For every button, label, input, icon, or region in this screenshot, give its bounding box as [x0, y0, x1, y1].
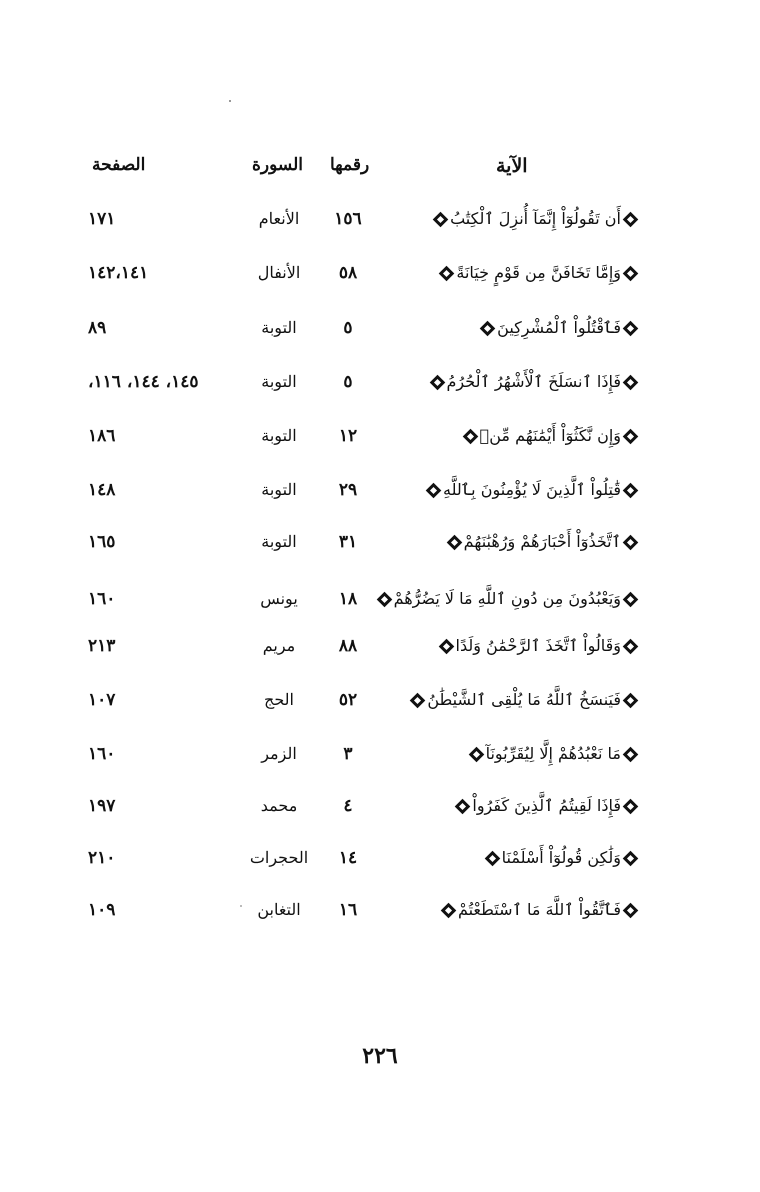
ornament-close-icon — [438, 639, 454, 655]
row-number: ١٨ — [338, 589, 358, 609]
row-page: ١٨٦ — [88, 426, 116, 446]
table-row — [0, 894, 760, 926]
row-page: ٨٩ — [88, 318, 107, 338]
row-verse — [375, 583, 640, 615]
ornament-open-icon — [623, 799, 639, 815]
verse-text: فَيَنسَخُ ٱللَّهُ مَا يُلْقِى ٱلشَّيْطَٰنُ — [427, 690, 621, 709]
table-row — [0, 474, 760, 506]
ornament-open-icon — [623, 851, 639, 867]
ornament-open-icon — [623, 592, 639, 608]
ornament-open-icon — [623, 266, 639, 282]
ornament-close-icon — [426, 483, 442, 499]
verse-text: فَإِذَا ٱنسَلَخَ ٱلْأَشْهُرُ ٱلْحُرُمُ — [446, 372, 621, 391]
ornament-close-icon — [446, 535, 462, 551]
row-verse — [439, 894, 640, 926]
header-number: رقمها — [330, 155, 370, 175]
table-row — [0, 738, 760, 770]
ornament-close-icon — [433, 212, 449, 228]
row-surah: مريم — [262, 636, 296, 655]
row-verse — [408, 684, 640, 716]
ornament-open-icon — [623, 903, 639, 919]
row-page: ١٦٠ — [88, 744, 116, 764]
row-number: ١٤ — [338, 848, 358, 868]
ornament-open-icon — [623, 212, 639, 228]
header-surah: السورة — [252, 155, 303, 175]
row-surah: محمد — [260, 796, 298, 815]
row-page: ١٤٥، ١٤٤، ١١٦، — [88, 372, 199, 392]
row-verse — [453, 790, 640, 822]
row-page: ١٠٩ — [88, 900, 116, 920]
verse-text: فَٱقْتُلُواْ ٱلْمُشْرِكِينَ — [497, 318, 621, 337]
ornament-close-icon — [439, 266, 455, 282]
row-number: ٣١ — [338, 532, 358, 552]
row-verse — [437, 630, 641, 662]
row-number: ٢٩ — [338, 480, 358, 500]
row-page: ١٩٧ — [88, 796, 116, 816]
ornament-close-icon — [455, 799, 471, 815]
ornament-open-icon — [623, 483, 639, 499]
row-verse — [483, 842, 640, 874]
header-page: الصفحة — [92, 155, 146, 175]
verse-text: وَيَعْبُدُونَ مِن دُونِ ٱللَّهِ مَا لَا يَضُرُّهُمْ — [393, 589, 621, 608]
table-row — [0, 420, 760, 452]
ornament-open-icon — [623, 639, 639, 655]
table-row — [0, 842, 760, 874]
row-surah: التوبة — [261, 426, 297, 445]
row-number: ٥ — [343, 318, 353, 338]
table-row — [0, 790, 760, 822]
ornament-open-icon — [623, 693, 639, 709]
verse-text: فَٱتَّقُواْ ٱللَّهَ مَا ٱسْتَطَعْتُمْ — [457, 900, 621, 919]
row-surah: التوبة — [261, 318, 297, 337]
row-surah: يونس — [260, 589, 298, 608]
verse-text: أَن تَقُولُوٓاْ إِنَّمَآ أُنزِلَ ٱلْكِتَٰبُ — [450, 209, 621, 228]
row-surah: التوبة — [261, 480, 297, 499]
row-verse — [467, 738, 640, 770]
row-number: ٨٨ — [338, 636, 358, 656]
table-row — [0, 630, 760, 662]
ornament-close-icon — [468, 747, 484, 763]
header-verse: الآية — [496, 155, 528, 177]
table-row — [0, 684, 760, 716]
ornament-close-icon — [462, 429, 478, 445]
row-verse — [428, 366, 641, 398]
row-page: ٢١٠ — [88, 848, 116, 868]
ornament-open-icon — [623, 535, 639, 551]
ornament-close-icon — [441, 903, 457, 919]
ornament-open-icon — [623, 429, 639, 445]
table-row — [0, 366, 760, 398]
verse-text: قَٰتِلُواْ ٱلَّذِينَ لَا يُؤْمِنُونَ بِٱللَّهِ — [443, 480, 621, 499]
verse-text: فَإِذَا لَقِيتُمُ ٱلَّذِينَ كَفَرُواْ — [472, 796, 621, 815]
row-page: ١٤٢،١٤١ — [88, 263, 149, 283]
row-surah: الأنفال — [257, 263, 301, 282]
verse-text: وَلَٰكِن قُولُوٓاْ أَسْلَمْنَا — [501, 848, 621, 867]
table-row — [0, 312, 760, 344]
row-surah: الأنعام — [258, 209, 300, 228]
verse-text: وَإِن نَّكَثُوٓاْ أَيْمَٰنَهُم مِّنۢ — [479, 426, 621, 445]
row-page: ١٠٧ — [88, 690, 116, 710]
row-surah: الحج — [264, 690, 294, 709]
verse-text: مَا نَعْبُدُهُمْ إِلَّا لِيُقَرِّبُونَآ — [485, 744, 621, 763]
row-verse — [424, 474, 640, 506]
verse-text: وَقَالُواْ ٱتَّخَذَ ٱلرَّحْمَٰنُ وَلَدًا — [455, 636, 621, 655]
row-verse — [461, 420, 640, 452]
page-number: ٢٢٦ — [362, 1043, 398, 1069]
row-verse — [445, 526, 640, 558]
row-surah: الزمر — [261, 744, 297, 763]
row-surah: التوبة — [261, 532, 297, 551]
table-row — [0, 203, 760, 235]
row-verse — [431, 203, 640, 235]
table-row — [0, 583, 760, 615]
row-number: ٤ — [343, 796, 353, 816]
table-row — [0, 526, 760, 558]
ornament-open-icon — [623, 747, 639, 763]
row-number: ٥٢ — [338, 690, 358, 710]
table-row — [0, 257, 760, 289]
row-page: ٢١٣ — [88, 636, 116, 656]
row-page: ١٤٨ — [88, 480, 116, 500]
verse-text: وَإِمَّا تَخَافَنَّ مِن قَوْمٍ خِيَانَةً — [456, 263, 621, 282]
row-verse — [478, 312, 640, 344]
row-number: ١٦ — [338, 900, 358, 920]
row-surah: التوبة — [261, 372, 297, 391]
ornament-close-icon — [480, 321, 496, 337]
row-verse — [437, 257, 640, 289]
row-page: ١٦٥ — [88, 532, 116, 552]
row-number: ١٢ — [338, 426, 358, 446]
row-surah: الحجرات — [249, 848, 309, 867]
row-page: ١٦٠ — [88, 589, 116, 609]
verse-text: ٱتَّخَذُوٓاْ أَحْبَارَهُمْ وَرُهْبَٰنَهُمْ — [463, 532, 621, 551]
row-page: ١٧١ — [88, 209, 116, 229]
ornament-close-icon — [410, 693, 426, 709]
row-number: ١٥٦ — [334, 209, 362, 229]
ornament-close-icon — [376, 592, 392, 608]
ornament-open-icon — [623, 375, 639, 391]
scan-speck — [229, 100, 231, 102]
row-number: ٣ — [343, 744, 353, 764]
row-surah: التغابن — [257, 900, 301, 919]
ornament-close-icon — [429, 375, 445, 391]
ornament-open-icon — [623, 321, 639, 337]
row-number: ٥ — [343, 372, 353, 392]
ornament-close-icon — [484, 851, 500, 867]
row-number: ٥٨ — [338, 263, 358, 283]
